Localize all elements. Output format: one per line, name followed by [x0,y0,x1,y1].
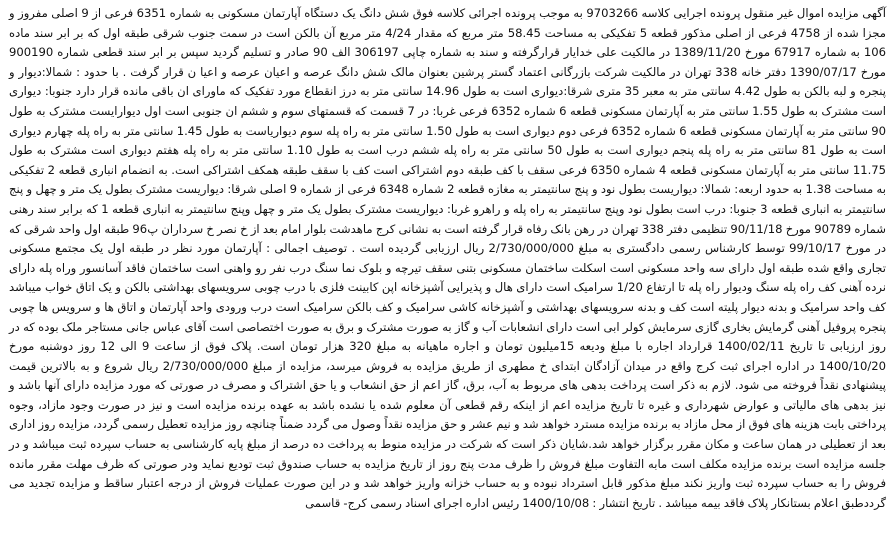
auction-notice-text: آگهی مزایده اموال غیر منقول پرونده اجرایی کلاسه 9703266 به موجب پرونده اجرائی کلاسه فوق شش دانگ یک دستگاه آپارتمان مسکونی به شماره 6351 فرعی از 9 اصلی مفروز و مجزا شده از 4758 فرعی از اصلی مذکور قطعه 5 تفکیکی به مساحت 58.45 متر مربع که مقدار 4/24 متر مربع آن بالکن است در سمت جنوب شرقی طبقه اول که بر ابر سند ماده 106 به شماره 67917 مورخ 1389/11/20 در مالکیت علی خدایار قرارگرفته و سند به شماره چاپی 306197 الف 90 صادر و تسلیم گردید سپس بر ابر سند قطعی شماره 900190 مورخ 1390/07/17 دفتر خانه 338 تهران در مالکیت شرکت بازرگانی اعتماد گستر پرشین بعنوان مالک شش دانگ عرصه و اعیان عرصه و اعیا ن قرار گرفت . با حدود : شمالا:دیوار و پنجره و لبه بالکن به طول 4.42 سانتی متر به معبر 35 متری شرقا:دیواری است به طول 14.96 سانتی متر به درز انقطاع مورد تفکیک که ماورای ان باقی مانده قرار دارد جنوبا: دیواری است مشترک به طول 1.55 سانتی متر به آپارتمان مسکونی قطعه 6 شماره 6352 فرعی غربا: در 7 قسمت که قسمتهای سوم و ششم ان جنوبی است اول دیوارایست مشترک به طول 90 سانتی متر به آپارتمان مسکونی قطعه 6 شماره 6352 فرعی دوم دیواری است به طول 1.50 سانتی متر به راه پله سوم دیواریاست به طول 1.45 سانتی متر به راه پله چهارم دیواری است به طول 81 سانتی متر به راه پله پنجم دیواری است به طول 50 سانتی متر به راه پله ششم درب است به طول 1.10 سانتی متر به راه پله هفتم دیواری است مشترک به طول 11.75 سانتی متر به آپارتمان مسکونی قطعه 4 شماره 6350 فرعی سقف با کف طبقه دوم اشتراکی است کف با سقف طبقه همکف اشتراکی است. به انضمام انباری قطعه 2 تفکیکی به مساحت 1.38 به حدود اربعه: شمالا: دیواریست بطول نود و پنج سانتیمتر به مغازه قطعه 2 شماره 6348 فرعی از شماره 9 اصلی شرقا: دیواریست مشترک بطول یک متر و چهل و پنج سانتیمتر به انباری قطعه 3 جنوبا: درب است بطول نود وپنج سانتیمتر به راه پله و راهرو غربا: دیواریست مشترک بطول یک متر و چهل وپنج سانتیمتر به انباری قطعه 1 که برابر سند رهنی شماره 90789 مورخ 90/11/18 تنظیمی دفتر 338 تهران در رهن بانک رفاه قرار گرفته است به نشانی کرج ماهدشت بلوار امام بعد از خ نصر خ سرداران پ96 طبقه اول واحد شرقی که در مورخ 99/10/17 توسط کارشناس رسمی دادگستری به مبلغ 2/730/000/000 ریال ارزیابی گردیده است . توصیف اجمالی : آپارتمان مورد نظر در طبقه اول یک مجتمع مسکونی تجاری واقع شده طبقه اول دارای سه واحد مسکونی است اسکلت ساختمان مسکونی بتنی سقف تیرچه و بلوک نما سنگ درب نفر رو واهنی است ساختمان فاقد آسانسور وراه پله دارای نرده آهنی کف راه پله سنگ ودیوار راه پله تا ارتفاع 1/20 سرامیک است دارای هال و پذیرایی آشپزخانه اپن کابینت فلزی با درب چوبی سرویسهای بهداشتی بالکن و یک اتاق خواب میباشد کف واحد سرامیک و بدنه دیوار پلیته است کف و بدنه سرویسهای بهداشتی و آشپزخانه کاشی سرامیک و کف بالکن سرامیک است درب ورودی واحد آپارتمان و اتاق ها و سرویس ها چوبی پنجره پروفیل آهنی گرمایش بخاری گازی سرمایش کولر ابی است دارای انشعابات آب و گاز به صورت مشترک و برق به صورت اختصاصی است آقای عباس جانی مستاجر ملک بوده که در روز ارزیابی تا تاریخ 1400/02/11 قرارداد اجاره با مبلغ ودیعه 15میلیون تومان و اجاره ماهیانه به مبلغ 320 هزار تومان است. پلاک فوق از ساعت 9 الی 12 روز دوشنبه مورخ 1400/10/20 در اداره اجرای ثبت کرج واقع در میدان آزادگان ابتدای خ مطهری از طریق مزایده به فروش میرسد، مزایده از مبلغ 2/730/000/000 ریال شروع و به بالاترین قیمت پیشنهادی نقداً فروخته می شود. لازم به ذکر است پرداخت بدهی های مربوط به آب، برق، گاز اعم از حق انشعاب و یا حق اشتراک و مصرف در صورتی که مورد مزایده دارای آنها باشد و نیز بدهی های مالیاتی و عوارض شهرداری و غیره تا تاریخ مزایده اعم از اینکه رقم قطعی آن معلوم شده یا نشده باشد به عهده برنده مزایده است و نیز در صورت وجود مازاد، وجوه پرداختی بابت هزینه های فوق از محل مازاد به برنده مزایده مسترد خواهد شد و نیم عشر و حق مزایده نقداً وصول می گردد ضمناً چنانچه روز مزایده تعطیل رسمی گردد، مزایده روز اداری بعد از تعطیلی در همان ساعت و مکان مقرر برگزار خواهد شد.شایان ذکر است که شرکت در مزایده منوط به پرداخت ده درصد از مبلغ پایه کارشناسی به حساب سپرده ثبت میباشد و در جلسه مزایده است برنده مزایده مکلف است مابه التفاوت مبلغ فروش را ظرف مدت پنج روز از تاریخ مزایده به حساب صندوق ثبت تودیع نماید ودر صورتی که ظرف مهلت مقرر مانده فروش را به حساب سپرده ثبت واریز نکند مبلغ مذکور قابل استرداد نبوده و به حساب خزانه واریز خواهد شد و در این صورت عملیات فروش از درجه اعتبار ساقط و مزایده تجدید می گرددطبق اعلام بستانکار پلاک فاقد بیمه میباشد . تاریخ انتشار : 1400/10/08 رئیس اداره اجرای اسناد رسمی کرج- قاسمی [9,6,887,510]
